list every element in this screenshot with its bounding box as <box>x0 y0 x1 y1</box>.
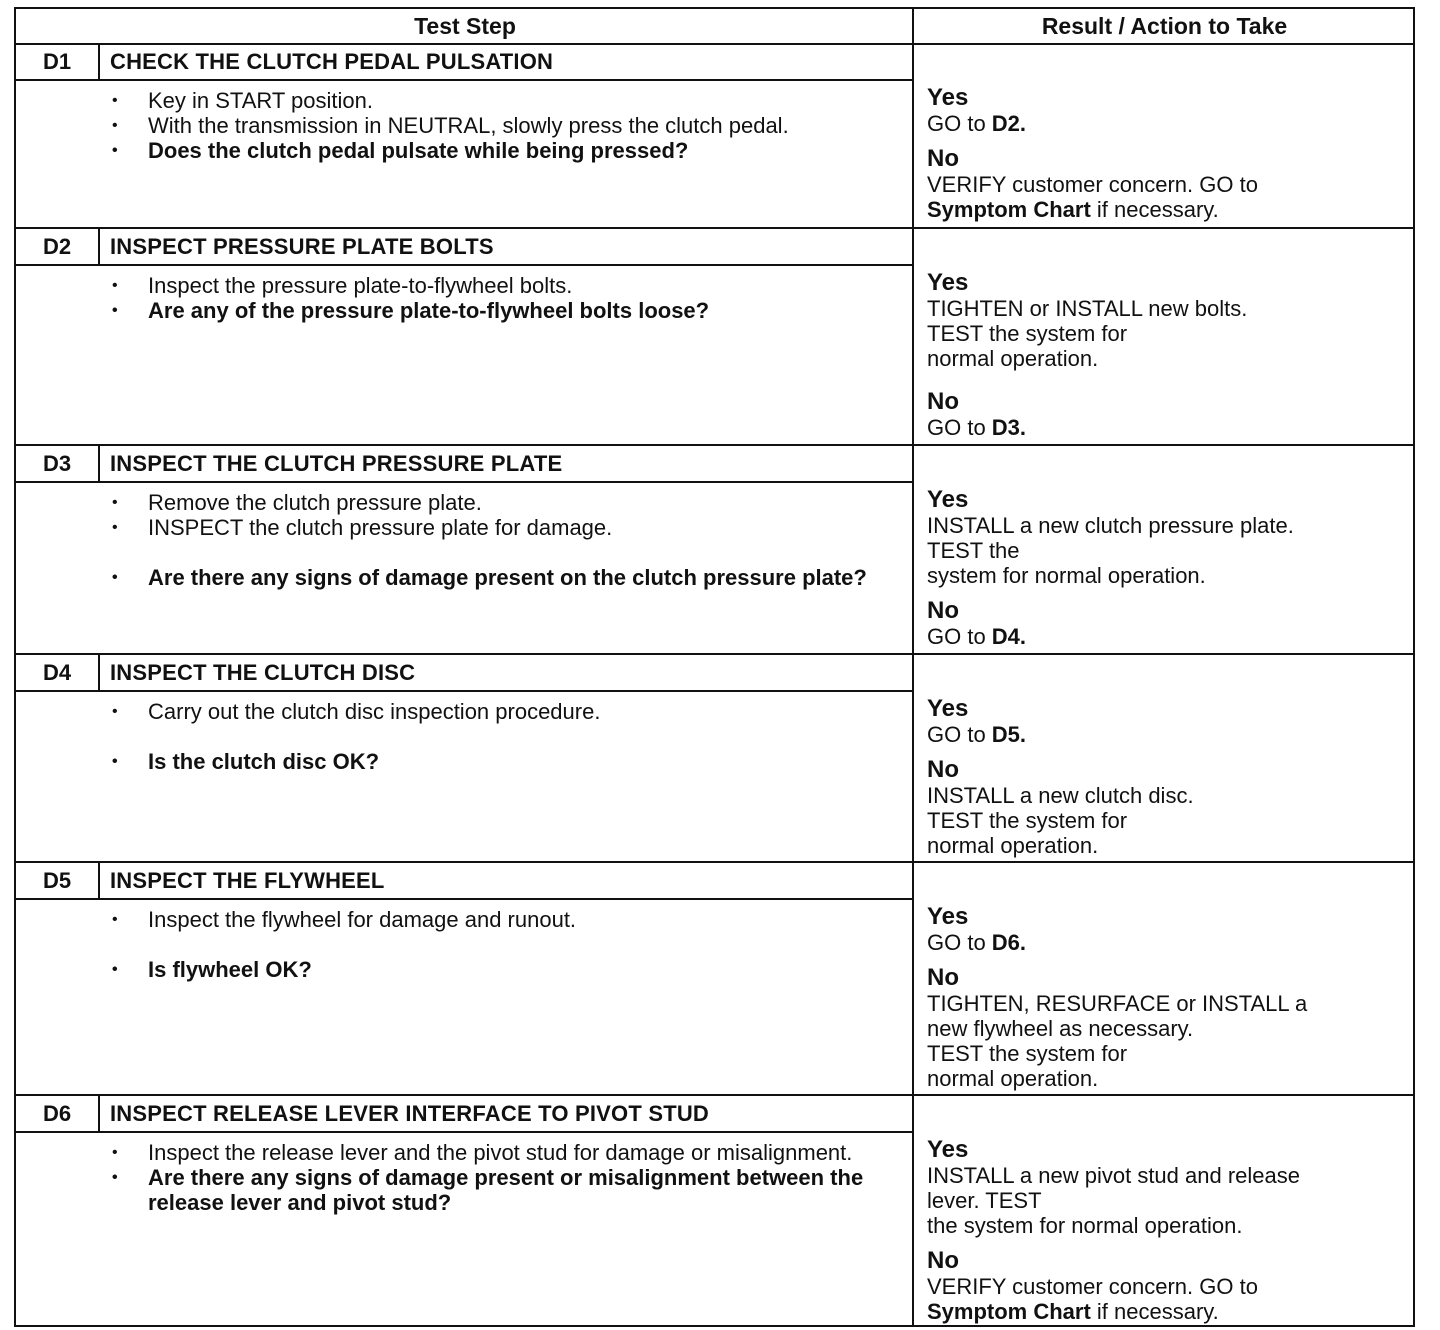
step-d4 <box>16 655 1413 861</box>
bullet-question: • Are any of the pressure plate-to-flywheel bolts loose? <box>112 298 710 323</box>
step-id: D3 <box>42 451 72 476</box>
step-title: CHECK THE CLUTCH PEDAL PULSATION <box>110 49 554 74</box>
step-id: D6 <box>42 1101 72 1126</box>
yes-action: GO to D2. <box>927 111 1027 136</box>
no-action: TEST the system for <box>927 1041 1128 1066</box>
bullet-question: • Are there any signs of damage present on the clutch pressure plate? <box>112 565 867 590</box>
no-action-ref: Symptom Chart if necessary. <box>927 1299 1219 1324</box>
no-label: No <box>927 597 959 624</box>
yes-label: Yes <box>927 486 969 513</box>
step-id: D2 <box>42 234 72 259</box>
step-id: D1 <box>42 49 72 74</box>
no-label: No <box>927 964 959 991</box>
bullet-item: • Inspect the flywheel for damage and runout. <box>112 907 577 932</box>
bullet-item: • Key in START position. <box>112 88 373 113</box>
yes-action: TEST the system for <box>927 321 1128 346</box>
diagnostic-table <box>14 7 1415 1327</box>
no-action: normal operation. <box>927 833 1099 858</box>
no-action: TIGHTEN, RESURFACE or INSTALL a <box>927 991 1308 1016</box>
step-d6 <box>16 1096 1413 1325</box>
step-id: D5 <box>42 868 72 893</box>
yes-action: lever. TEST <box>927 1188 1042 1213</box>
yes-label: Yes <box>927 1136 969 1163</box>
no-label: No <box>927 388 959 415</box>
no-action: VERIFY customer concern. GO to <box>927 172 1258 197</box>
step-title: INSPECT THE CLUTCH DISC <box>110 660 416 685</box>
no-action: INSTALL a new clutch disc. <box>927 783 1194 808</box>
step-id: D4 <box>42 660 72 685</box>
no-action: normal operation. <box>927 1066 1099 1091</box>
bullet-item: • Carry out the clutch disc inspection procedure. <box>112 699 601 724</box>
header-test-step: Test Step <box>414 13 516 39</box>
bullet-item: • INSPECT the clutch pressure plate for damage. <box>112 515 613 540</box>
step-d1 <box>16 44 1413 227</box>
no-action: TEST the system for <box>927 808 1128 833</box>
header-result-action: Result / Action to Take <box>1041 13 1288 39</box>
step-bullets <box>110 1140 900 1215</box>
step-title: INSPECT THE FLYWHEEL <box>110 868 385 893</box>
bullet-question: • Are there any signs of damage present or misalignment between the release lever and pivot stud? <box>112 1165 864 1215</box>
yes-action: TIGHTEN or INSTALL new bolts. <box>927 296 1248 321</box>
bullet-question: • Is flywheel OK? <box>112 957 312 982</box>
yes-action: INSTALL a new clutch pressure plate. <box>927 513 1294 538</box>
no-action: new flywheel as necessary. <box>927 1016 1194 1041</box>
no-action-ref: Symptom Chart if necessary. <box>927 197 1219 222</box>
no-action: GO to D4. <box>927 624 1027 649</box>
step-title: INSPECT PRESSURE PLATE BOLTS <box>110 234 494 259</box>
yes-label: Yes <box>927 695 969 722</box>
step-result <box>927 696 1407 858</box>
bullet-item: • Remove the clutch pressure plate. <box>112 490 482 515</box>
step-d5 <box>16 863 1413 1094</box>
step-title: INSPECT RELEASE LEVER INTERFACE TO PIVOT STUD <box>110 1101 710 1126</box>
step-result <box>927 904 1407 1091</box>
step-d2 <box>16 229 1413 444</box>
bullet-question: • Is the clutch disc OK? <box>112 749 380 774</box>
bullet-item: • Inspect the release lever and the pivot stud for damage or misalignment. <box>112 1140 853 1165</box>
step-bullets <box>110 699 900 774</box>
yes-action: GO to D5. <box>927 722 1027 747</box>
step-bullets <box>110 88 900 163</box>
step-d3 <box>16 446 1413 653</box>
step-title: INSPECT THE CLUTCH PRESSURE PLATE <box>110 451 563 476</box>
yes-label: Yes <box>927 84 969 111</box>
no-label: No <box>927 1247 959 1274</box>
bullet-question: • Does the clutch pedal pulsate while being pressed? <box>112 138 689 163</box>
yes-label: Yes <box>927 903 969 930</box>
no-label: No <box>927 756 959 783</box>
bullet-item: • With the transmission in NEUTRAL, slowly press the clutch pedal. <box>112 113 789 138</box>
step-result <box>927 85 1407 222</box>
yes-action: system for normal operation. <box>927 563 1206 588</box>
step-result <box>927 487 1407 649</box>
no-action: VERIFY customer concern. GO to <box>927 1274 1258 1299</box>
bullet-item: • Inspect the pressure plate-to-flywheel bolts. <box>112 273 573 298</box>
yes-label: Yes <box>927 269 969 296</box>
no-label: No <box>927 145 959 172</box>
yes-action: INSTALL a new pivot stud and release <box>927 1163 1300 1188</box>
yes-action: normal operation. <box>927 346 1099 371</box>
no-action: GO to D3. <box>927 415 1027 440</box>
step-result <box>927 1137 1407 1324</box>
yes-action: the system for normal operation. <box>927 1213 1243 1238</box>
step-result <box>927 270 1407 440</box>
step-bullets <box>110 490 900 590</box>
step-bullets <box>110 907 900 982</box>
yes-action: TEST the <box>927 538 1020 563</box>
yes-action: GO to D6. <box>927 930 1027 955</box>
step-bullets <box>110 273 900 323</box>
